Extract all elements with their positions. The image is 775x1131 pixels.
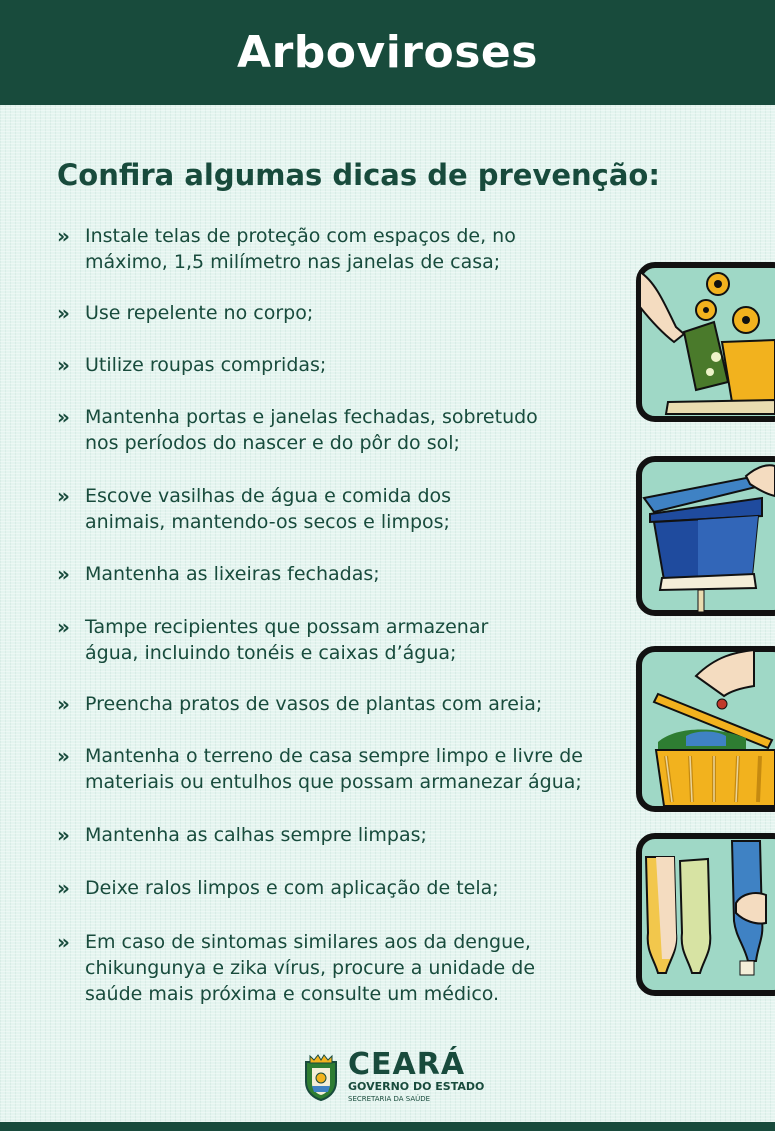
logo-secretariat-label: SECRETARIA DA SAÚDE	[348, 1095, 431, 1103]
flower-pot-illustration	[636, 262, 775, 422]
tip-text: Mantenha as lixeiras fechadas;	[85, 563, 380, 585]
footer-bar	[0, 1122, 775, 1131]
section-subtitle: Confira algumas dicas de prevenção:	[57, 158, 660, 192]
tip-text: Em caso de sintomas similares aos da dengue, chikungunya e zika vírus, procure a unidade de saúde mais próxima e consulte um médico.	[85, 931, 536, 1005]
lidded-bucket-illustration	[636, 456, 775, 616]
chevron-bullet-icon: »	[57, 562, 67, 586]
tip-text: Mantenha portas e janelas fechadas, sobretudo nos períodos do nascer e do pôr do sol;	[85, 406, 538, 454]
chevron-bullet-icon: »	[57, 224, 67, 248]
tip-item	[57, 404, 617, 456]
tip-text: Deixe ralos limpos e com aplicação de tela;	[85, 877, 499, 899]
tip-text: Escove vasilhas de água e comida dos animais, mantendo-os secos e limpos;	[85, 485, 452, 533]
chevron-bullet-icon: »	[57, 484, 67, 508]
chevron-bullet-icon: »	[57, 405, 67, 429]
covered-bin-illustration	[636, 646, 775, 812]
tip-text: Mantenha o terreno de casa sempre limpo e livre de materiais ou entulhos que possam armanezar água;	[85, 745, 583, 793]
tip-item	[57, 614, 617, 666]
tip-text: Utilize roupas compridas;	[85, 354, 327, 376]
tip-item	[57, 929, 617, 1007]
chevron-bullet-icon: »	[57, 930, 67, 954]
bottles-upside-down-illustration	[636, 833, 775, 996]
tip-text: Instale telas de proteção com espaços de, no máximo, 1,5 milímetro nas janelas de casa;	[85, 225, 516, 273]
tip-item	[57, 223, 617, 275]
tip-item	[57, 691, 617, 717]
tip-item	[57, 300, 617, 326]
chevron-bullet-icon: »	[57, 615, 67, 639]
tip-item	[57, 822, 617, 848]
tip-item	[57, 561, 617, 587]
tip-item	[57, 875, 617, 901]
page-title: Arboviroses	[237, 27, 538, 78]
tip-text: Use repelente no corpo;	[85, 302, 314, 324]
chevron-bullet-icon: »	[57, 823, 67, 847]
tip-text: Mantenha as calhas sempre limpas;	[85, 824, 427, 846]
tip-text: Preencha pratos de vasos de plantas com areia;	[85, 693, 543, 715]
header-bar	[0, 0, 775, 105]
ceara-coat-of-arms-icon	[300, 1052, 342, 1102]
chevron-bullet-icon: »	[57, 301, 67, 325]
chevron-bullet-icon: »	[57, 876, 67, 900]
chevron-bullet-icon: »	[57, 353, 67, 377]
tip-item	[57, 483, 617, 535]
ceara-government-logo	[300, 1047, 485, 1104]
chevron-bullet-icon: »	[57, 692, 67, 716]
tip-text: Tampe recipientes que possam armazenar água, incluindo tonéis e caixas d’água;	[85, 616, 489, 664]
tip-item	[57, 352, 617, 378]
logo-state-name: CEARÁ	[348, 1047, 466, 1082]
logo-government-label: GOVERNO DO ESTADO	[348, 1080, 485, 1093]
chevron-bullet-icon: »	[57, 744, 67, 768]
tip-item	[57, 743, 632, 795]
